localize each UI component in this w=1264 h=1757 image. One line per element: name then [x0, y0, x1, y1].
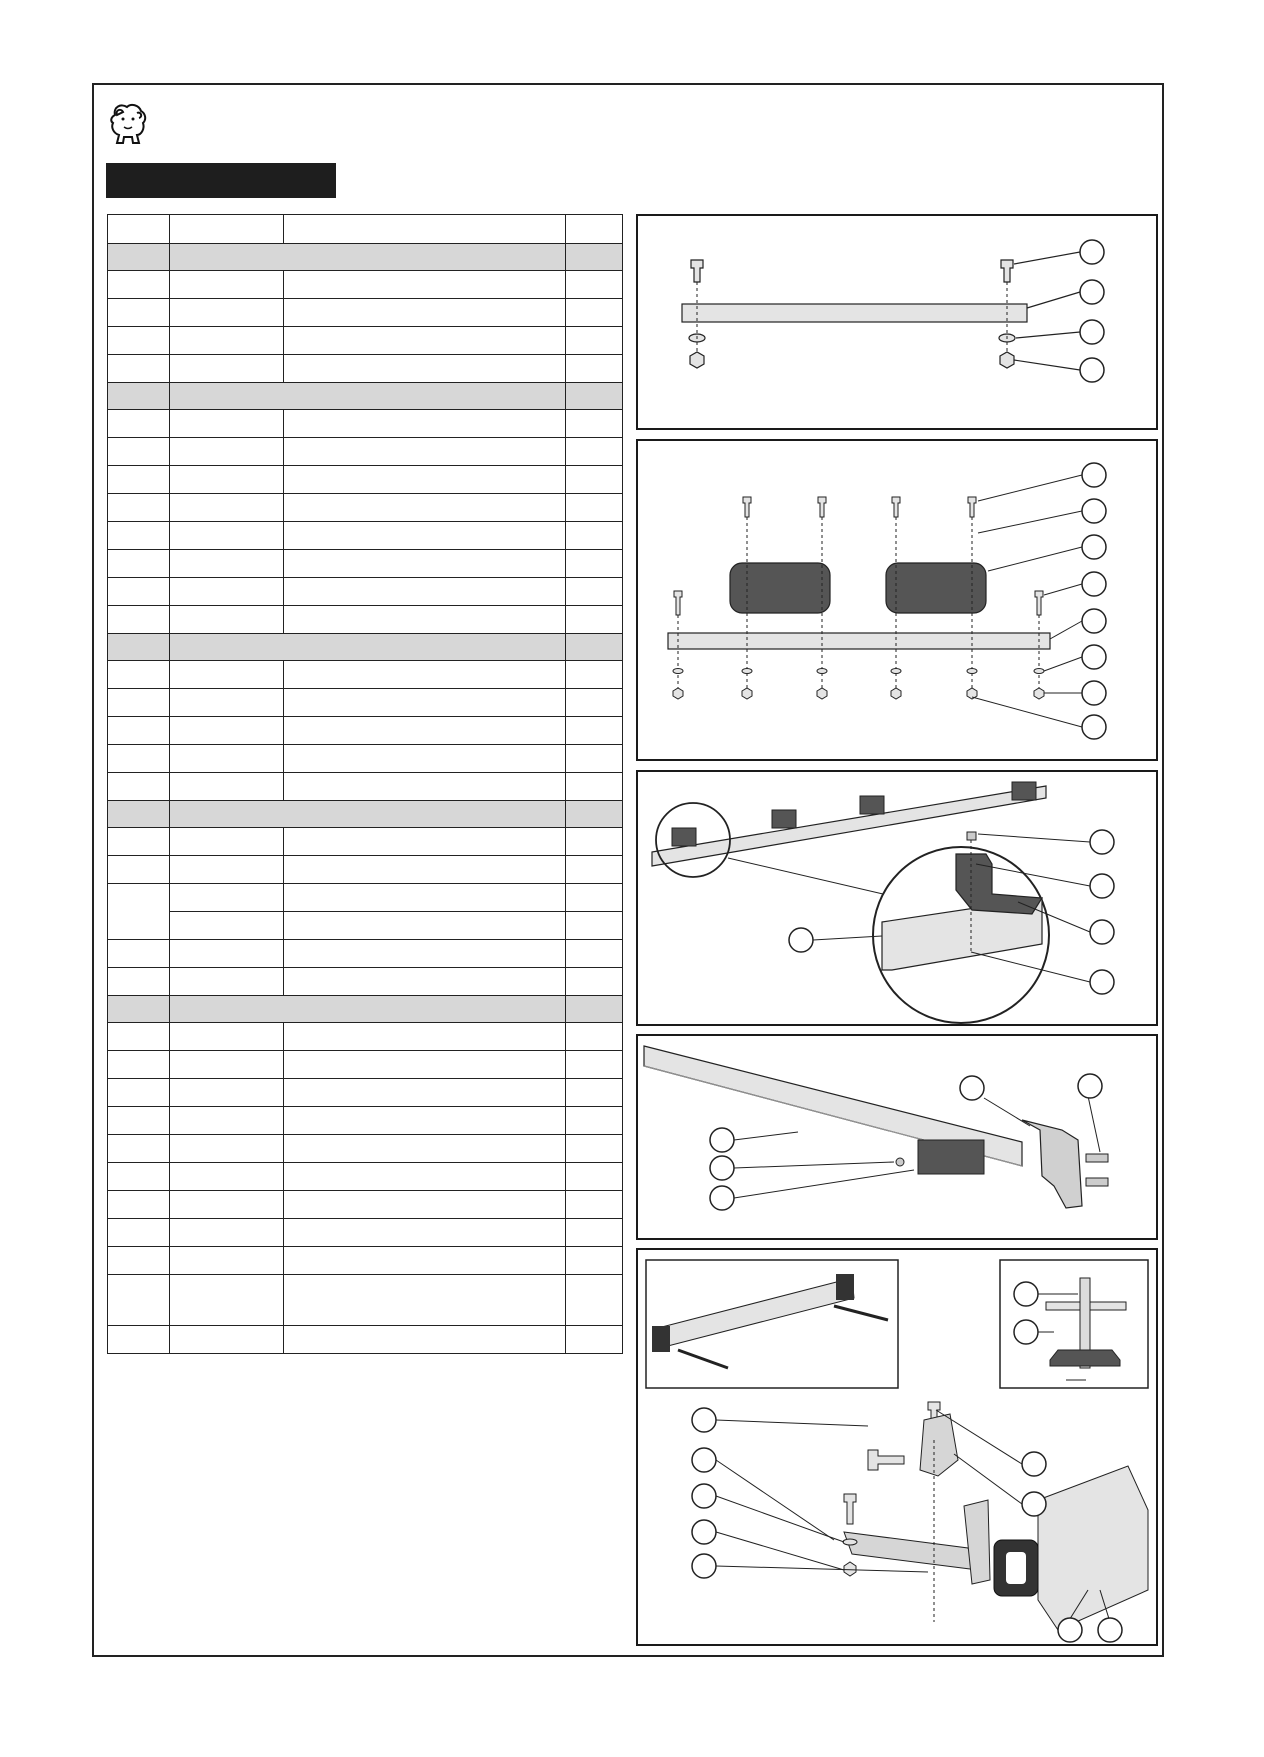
cell-qty [566, 271, 623, 299]
cell-part-number [170, 410, 284, 438]
section-cell-title [170, 244, 566, 271]
callout-2 [1080, 280, 1104, 304]
cell-id [108, 550, 170, 578]
cell-qty [566, 968, 623, 996]
nut-right [1000, 352, 1014, 368]
section-cell-id [108, 996, 170, 1023]
cell-id [108, 327, 170, 355]
section-cell-qty [566, 801, 623, 828]
pad [918, 1140, 984, 1174]
table-section-row [108, 634, 623, 661]
cell-id [108, 1051, 170, 1079]
pad-left [730, 563, 830, 613]
cell-qty [566, 494, 623, 522]
cell-qty [566, 550, 623, 578]
cell-part-number [170, 1051, 284, 1079]
cell-part-number [170, 1107, 284, 1135]
cell-description [284, 215, 566, 244]
cell-qty [566, 940, 623, 968]
cell-id [108, 717, 170, 745]
cell-qty [566, 1191, 623, 1219]
cell-id [108, 410, 170, 438]
diagram-clamp-foot-assembly [636, 1248, 1158, 1646]
table-row [108, 689, 623, 717]
cell-qty [566, 466, 623, 494]
cell-qty [566, 1135, 623, 1163]
nut-left [690, 352, 704, 368]
cell-description [284, 271, 566, 299]
cell-description [284, 661, 566, 689]
cell-qty [566, 689, 623, 717]
cell-qty [566, 1051, 623, 1079]
cell-id [108, 884, 170, 940]
cell-description [284, 1191, 566, 1219]
table-row [108, 745, 623, 773]
table-row [108, 410, 623, 438]
bolt-left [691, 260, 703, 282]
cell-description [284, 912, 566, 940]
cell-id [108, 661, 170, 689]
cell-part-number [170, 578, 284, 606]
cell-part-number [170, 1163, 284, 1191]
cell-description [284, 522, 566, 550]
cell-qty [566, 299, 623, 327]
cell-description [284, 327, 566, 355]
table-row [108, 661, 623, 689]
foot-plate [844, 1532, 978, 1570]
cell-part-number [170, 1275, 284, 1326]
cell-description [284, 1051, 566, 1079]
cell-part-number [170, 912, 284, 940]
cell-part-number [170, 355, 284, 383]
table-row [108, 1079, 623, 1107]
title-bar [106, 163, 336, 198]
cell-part-number [170, 215, 284, 244]
cell-part-number [170, 522, 284, 550]
table-row [108, 717, 623, 745]
cell-id [108, 1107, 170, 1135]
cell-description [284, 1023, 566, 1051]
cell-part-number [170, 606, 284, 634]
section-cell-title [170, 801, 566, 828]
cell-part-number [170, 550, 284, 578]
cell-part-number [170, 689, 284, 717]
cell-id [108, 215, 170, 244]
section-cell-id [108, 801, 170, 828]
callout-1 [1080, 240, 1104, 264]
cell-qty [566, 1275, 623, 1326]
ram-logo-icon [107, 101, 149, 147]
table-section-row [108, 801, 623, 828]
cell-id [108, 1275, 170, 1326]
cell-id [108, 1326, 170, 1354]
cell-part-number [170, 1219, 284, 1247]
cell-qty [566, 578, 623, 606]
cell-part-number [170, 466, 284, 494]
cell-part-number [170, 661, 284, 689]
parts-table [107, 214, 623, 1354]
table-row [108, 884, 623, 912]
section-cell-title [170, 634, 566, 661]
cell-id [108, 745, 170, 773]
section-cell-qty [566, 634, 623, 661]
cell-id [108, 494, 170, 522]
cell-qty [566, 1326, 623, 1354]
cell-qty [566, 661, 623, 689]
cell-id [108, 1023, 170, 1051]
table-section-row [108, 383, 623, 410]
cell-part-number [170, 828, 284, 856]
cell-part-number [170, 1135, 284, 1163]
callout-4 [1080, 358, 1104, 382]
cell-part-number [170, 884, 284, 912]
cell-qty [566, 856, 623, 884]
cell-id [108, 578, 170, 606]
cell-qty [566, 522, 623, 550]
cell-qty [566, 1247, 623, 1275]
cell-part-number [170, 1079, 284, 1107]
cell-id [108, 856, 170, 884]
cell-part-number [170, 1326, 284, 1354]
table-row [108, 1219, 623, 1247]
cell-description [284, 745, 566, 773]
table-row [108, 355, 623, 383]
table-row [108, 1191, 623, 1219]
table-row [108, 912, 623, 940]
table-row [108, 438, 623, 466]
cell-description [284, 968, 566, 996]
cell-qty [566, 606, 623, 634]
cell-id [108, 466, 170, 494]
table-row [108, 1247, 623, 1275]
cell-part-number [170, 968, 284, 996]
section-cell-id [108, 383, 170, 410]
cell-part-number [170, 438, 284, 466]
cell-part-number [170, 773, 284, 801]
table-row [108, 494, 623, 522]
cell-qty [566, 717, 623, 745]
cell-id [108, 1163, 170, 1191]
pad-right [886, 563, 986, 613]
cell-description [284, 940, 566, 968]
cell-description [284, 773, 566, 801]
cell-part-number [170, 271, 284, 299]
table-row [108, 1275, 623, 1326]
cell-id [108, 271, 170, 299]
crossbar [682, 304, 1027, 322]
table-row [108, 271, 623, 299]
cell-id [108, 1191, 170, 1219]
cell-id [108, 828, 170, 856]
section-cell-id [108, 634, 170, 661]
table-row [108, 215, 623, 244]
cell-qty [566, 438, 623, 466]
cell-id [108, 606, 170, 634]
section-cell-title [170, 996, 566, 1023]
table-row [108, 940, 623, 968]
table-row [108, 578, 623, 606]
cell-id [108, 940, 170, 968]
cell-description [284, 1326, 566, 1354]
cell-qty [566, 1107, 623, 1135]
table-row [108, 1163, 623, 1191]
cell-description [284, 828, 566, 856]
cell-description [284, 717, 566, 745]
bolt-right [1001, 260, 1013, 282]
cell-part-number [170, 1191, 284, 1219]
cell-description [284, 884, 566, 912]
cell-description [284, 578, 566, 606]
cell-id [108, 773, 170, 801]
cell-id [108, 522, 170, 550]
table-row [108, 1135, 623, 1163]
cell-description [284, 606, 566, 634]
cell-part-number [170, 1023, 284, 1051]
cell-id [108, 689, 170, 717]
cell-description [284, 466, 566, 494]
cell-description [284, 410, 566, 438]
cell-qty [566, 410, 623, 438]
table-row [108, 856, 623, 884]
table-row [108, 1107, 623, 1135]
cell-qty [566, 745, 623, 773]
table-row [108, 327, 623, 355]
cell-id [108, 1247, 170, 1275]
cell-id [108, 355, 170, 383]
cell-id [108, 438, 170, 466]
cell-id [108, 968, 170, 996]
table-row [108, 1023, 623, 1051]
cell-qty [566, 828, 623, 856]
diagram-bracket-rail-detail [636, 770, 1158, 1026]
diagram-pad-bar-assembly [636, 439, 1158, 761]
cell-description [284, 1275, 566, 1326]
cell-description [284, 299, 566, 327]
cell-qty [566, 912, 623, 940]
cell-description [284, 550, 566, 578]
diagram-end-plate-assembly [636, 1034, 1158, 1240]
table-row [108, 522, 623, 550]
cell-qty [566, 1219, 623, 1247]
cell-description [284, 494, 566, 522]
cell-id [108, 1219, 170, 1247]
cell-description [284, 1079, 566, 1107]
cell-part-number [170, 327, 284, 355]
callout-3 [1080, 320, 1104, 344]
cell-description [284, 1247, 566, 1275]
table-row [108, 968, 623, 996]
end-plate [1022, 1120, 1082, 1208]
cell-part-number [170, 856, 284, 884]
table-row [108, 773, 623, 801]
cell-part-number [170, 494, 284, 522]
cell-description [284, 689, 566, 717]
table-section-row [108, 996, 623, 1023]
section-cell-qty [566, 996, 623, 1023]
mount-bar [668, 633, 1050, 649]
cell-part-number [170, 1247, 284, 1275]
section-cell-title [170, 383, 566, 410]
table-row [108, 1051, 623, 1079]
cell-qty [566, 327, 623, 355]
table-row [108, 550, 623, 578]
cell-description [284, 1163, 566, 1191]
section-cell-id [108, 244, 170, 271]
cell-id [108, 299, 170, 327]
cell-qty [566, 773, 623, 801]
section-cell-qty [566, 383, 623, 410]
cell-id [108, 1135, 170, 1163]
cell-description [284, 1107, 566, 1135]
table-section-row [108, 244, 623, 271]
cell-description [284, 1219, 566, 1247]
cell-description [284, 1135, 566, 1163]
cell-qty [566, 1163, 623, 1191]
table-row [108, 606, 623, 634]
cell-part-number [170, 940, 284, 968]
cell-part-number [170, 717, 284, 745]
cell-qty [566, 215, 623, 244]
cell-part-number [170, 745, 284, 773]
table-row [108, 299, 623, 327]
cell-qty [566, 355, 623, 383]
section-cell-qty [566, 244, 623, 271]
cell-description [284, 856, 566, 884]
cell-qty [566, 884, 623, 912]
table-row [108, 1326, 623, 1354]
cell-description [284, 438, 566, 466]
cell-description [284, 355, 566, 383]
cell-qty [566, 1023, 623, 1051]
table-row [108, 466, 623, 494]
beam-end [1038, 1466, 1148, 1630]
cell-part-number [170, 299, 284, 327]
table-row [108, 828, 623, 856]
diagram-crossbar-assembly [636, 214, 1158, 430]
cell-qty [566, 1079, 623, 1107]
cell-id [108, 1079, 170, 1107]
